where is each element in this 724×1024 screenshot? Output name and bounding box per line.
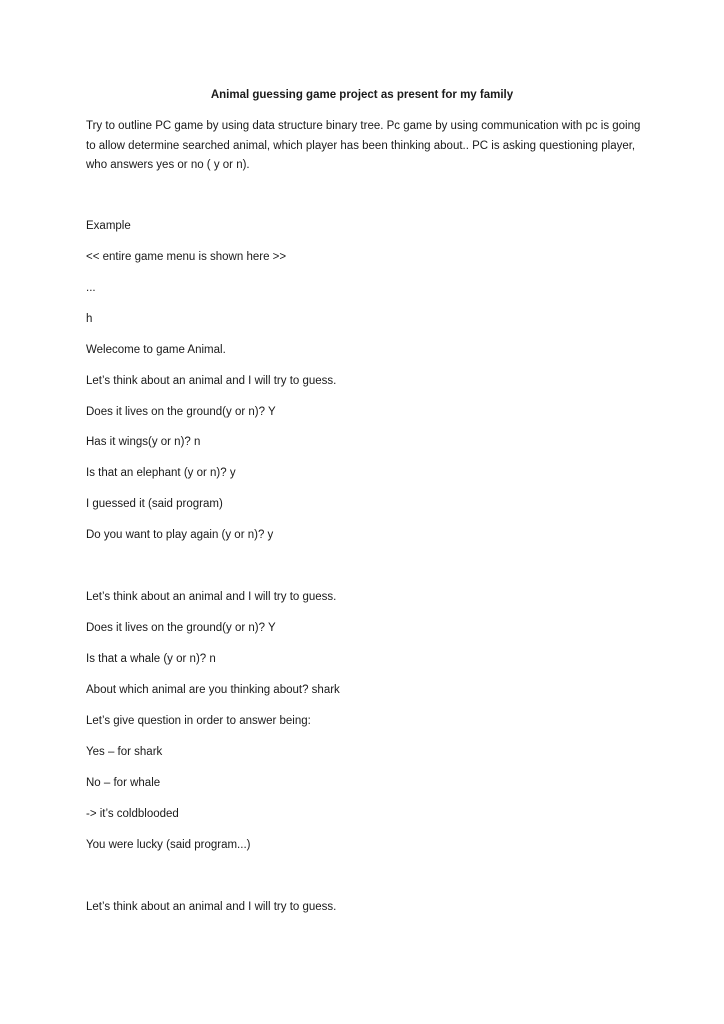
text-line: You were lucky (said program...)	[86, 839, 251, 851]
text-line: ...	[86, 282, 96, 294]
text-line: h	[86, 313, 93, 325]
text-line: Let’s think about an animal and I will try to guess.	[86, 375, 337, 387]
text-line: Does it lives on the ground(y or n)? Y	[86, 406, 276, 418]
text-line: Let’s think about an animal and I will try to guess.	[86, 901, 337, 913]
text-line: Welecome to game Animal.	[86, 344, 226, 356]
text-line: About which animal are you thinking about? shark	[86, 684, 340, 696]
example-heading: Example	[86, 220, 131, 232]
text-line: Does it lives on the ground(y or n)? Y	[86, 622, 276, 634]
document-title: Animal guessing game project as present for my family	[210, 89, 514, 101]
intro-paragraph: Try to outline PC game by using data structure binary tree. Pc game by using communication with pc is going to allow determine searched animal, which player has been thinking about.. PC is asking questioning player, who answers yes or no ( y or n).	[86, 120, 641, 171]
text-line: Has it wings(y or n)? n	[86, 436, 201, 448]
text-line: Let’s think about an animal and I will try to guess.	[86, 591, 337, 603]
text-line: Do you want to play again (y or n)? y	[86, 529, 274, 541]
text-line: I guessed it (said program)	[86, 498, 223, 510]
text-line: -> it’s coldblooded	[86, 808, 179, 820]
text-line: Let’s give question in order to answer being:	[86, 715, 311, 727]
text-line: Yes – for shark	[86, 746, 163, 758]
text-line: << entire game menu is shown here >>	[86, 251, 287, 263]
text-line: Is that an elephant (y or n)? y	[86, 467, 236, 479]
text-line: Is that a whale (y or n)? n	[86, 653, 216, 665]
text-line: No – for whale	[86, 777, 161, 789]
